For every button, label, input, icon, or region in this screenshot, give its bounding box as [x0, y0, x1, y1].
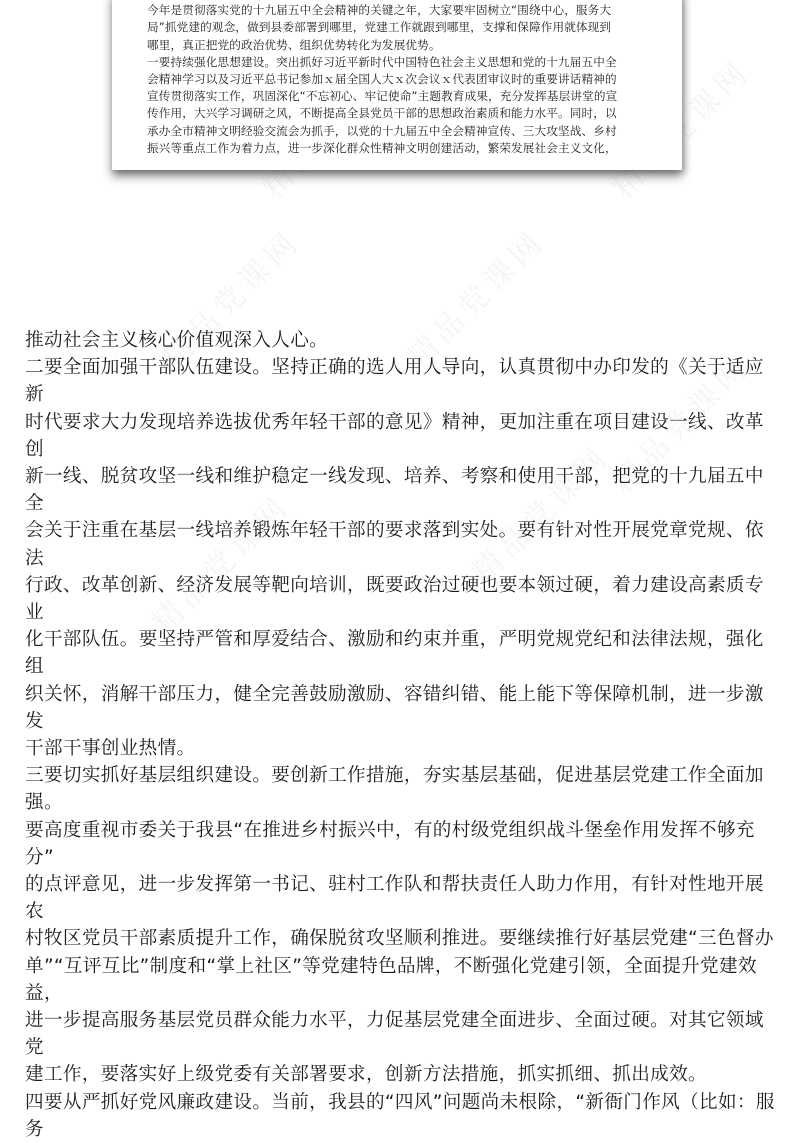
body-line: 三要切实抓好基层组织建设。要创新工作措施，夯实基层基础，促进基层党建工作全面加强。: [25, 765, 764, 814]
body-line: 干部干事创业热情。: [25, 738, 196, 760]
preview-line: 局”抓党建的观念，做到县委部署到哪里，党建工作就跟到哪里，支撑和保障作用就体现到: [147, 20, 612, 35]
preview-line: 承办全市精神文明经验交流会为抓手，以党的十九届五中全会精神宣传、三大攻坚战、乡村: [147, 123, 617, 138]
body-line: 二要全面加强干部队伍建设。坚持正确的选人用人导向，认真贯彻中办印发的《关于适应新: [25, 357, 764, 406]
body-line: 推动社会主义核心价值观深入人心。: [25, 330, 329, 351]
body-line: 建工作，要落实好上级党委有关部署要求，创新方法措施，抓实抓细、抓出成效。: [25, 1064, 707, 1086]
body-line: 单”“互评互比”制度和“掌上社区”等党建特色品牌，不断强化党建引领，全面提升党建效益，: [25, 955, 757, 1004]
document-body: [25, 327, 781, 1143]
body-line: 行政、改革创新、经济发展等靶向培训，既要政治过硬也要本领过硬，着力建设高素质专业: [25, 574, 764, 624]
body-line: 织关怀，消解干部压力，健全完善鼓励激励、容错纠错、能上能下等保障机制，进一步激发: [25, 683, 764, 732]
body-line: 四要从严抓好党风廉政建设。当前，我县的“四风”问题尚未根除，“新衙门作风（比如：服务: [25, 1091, 775, 1140]
body-line: 村牧区党员干部素质提升工作，确保脱贫攻坚顺利推进。要继续推行好基层党建“三色督办: [25, 928, 774, 950]
document-preview-card: [112, 0, 682, 170]
preview-line: 一要持续强化思想建设。突出抓好习近平新时代中国特色社会主义思想和党的十九届五中全: [147, 54, 617, 69]
preview-line: 振兴等重点工作为着力点，进一步深化群众性精神文明创建活动，繁荣发展社会主义文化，: [147, 140, 617, 155]
body-line: 要高度重视市委关于我县“在推进乡村振兴中，有的村级党组织战斗堡垒作用发挥不够充分”: [25, 819, 755, 868]
preview-line: 宣传贯彻落实工作，巩固深化“不忘初心、牢记使命”主题教育成果，充分发挥基层讲堂的宣: [147, 89, 618, 104]
body-line: 的点评意见，进一步发挥第一书记、驻村工作队和帮扶责任人助力作用，有针对性地开展农: [25, 874, 764, 923]
body-line: 化干部队伍。要坚持严管和厚爱结合、激励和约束并重，严明党规党纪和法律法规，强化组: [25, 629, 764, 678]
body-line: 时代要求大力发现培养选拔优秀年轻干部的意见》精神，更加注重在项目建设一线、改革创: [25, 411, 764, 460]
preview-line: 哪里，真正把党的政治优势、组织优势转化为发展优势。: [147, 37, 441, 52]
body-line: 新一线、脱贫攻坚一线和维护稳定一线发现、培养、考察和使用干部，把党的十九届五中全: [25, 466, 764, 515]
preview-line: 传作用，大兴学习调研之风，不断提高全县党员干部的思想政治素质和能力水平。同时，以: [147, 106, 617, 121]
preview-text: [147, 0, 659, 157]
preview-line: 会精神学习以及习近平总书记参加ｘ届全国人大ｘ次会议ｘ代表团审议时的重要讲话精神的: [147, 72, 617, 87]
preview-line: 今年是贯彻落实党的十九届五中全会精神的关键之年，大家要牢固树立“围绕中心，服务大: [147, 3, 612, 18]
body-line: 会关于注重在基层一线培养锻炼年轻干部的要求落到实处。要有针对性开展党章党规、依法: [25, 520, 764, 569]
body-line: 进一步提高服务基层党员群众能力水平，力促基层党建全面进步、全面过硬。对其它领域党: [25, 1010, 764, 1059]
